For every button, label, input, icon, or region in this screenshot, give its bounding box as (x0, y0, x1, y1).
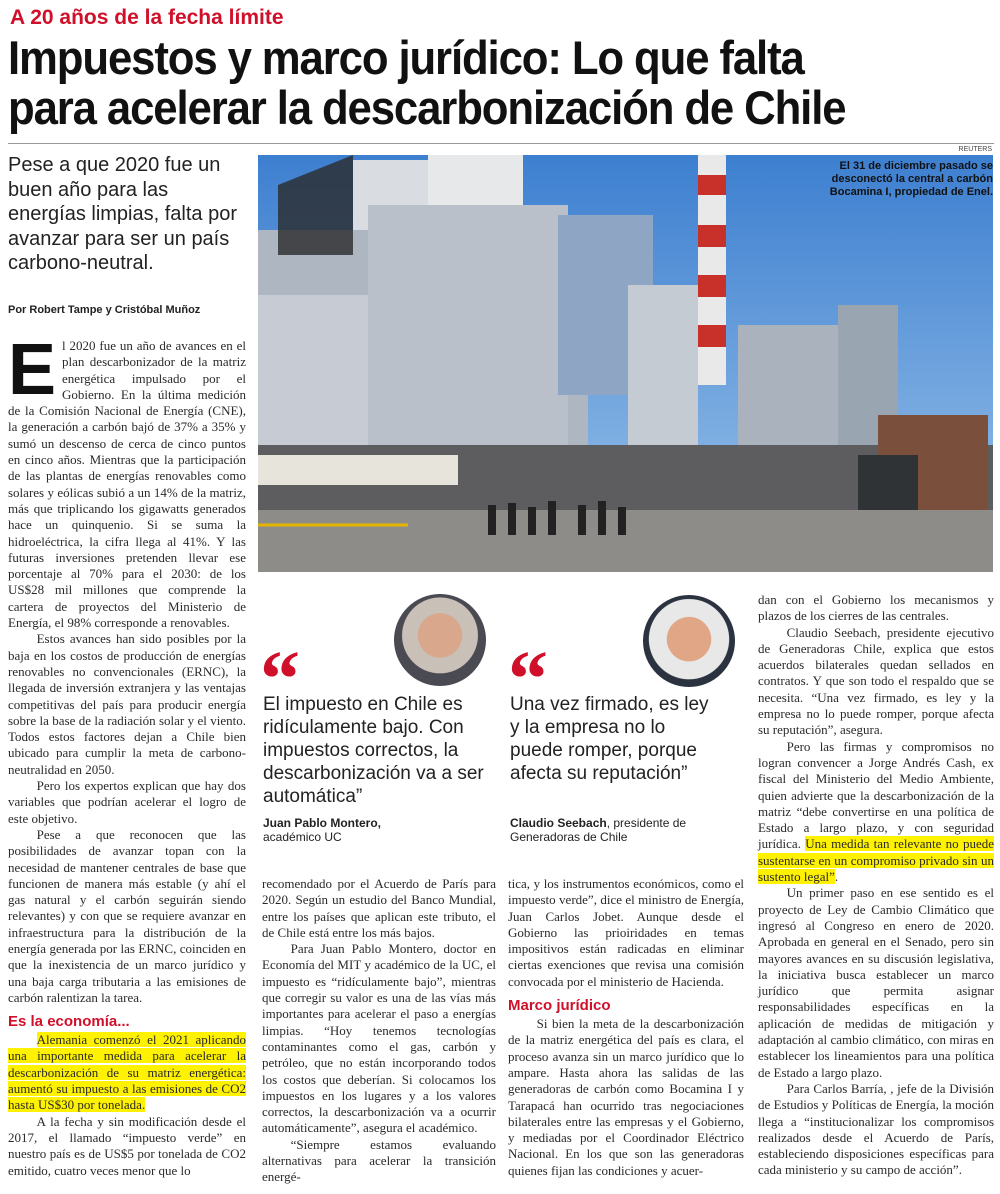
highlighted-text: Alemania comenzó el 2021 aplicando una importante medida para acelerar la descarbonización de su matriz energética: aumentó su impuesto a las emisiones de CO2 hasta US$30 por tonelada. (8, 1032, 246, 1113)
paragraph: Pero los expertos explican que hay dos variables que podrían acelerar el logro de este objetivo. (8, 778, 246, 826)
portrait-juan-pablo-montero (394, 594, 486, 686)
pull-quote-text: El impuesto en Chile es ridículamente bajo. Con impuestos correctos, la descarbonización va a ser automática” (263, 694, 484, 807)
quote-mark-icon: “ (260, 636, 292, 724)
paragraph: dan con el Gobierno los mecanismos y plazos de los cierres de las centrales. (758, 592, 994, 624)
paragraph: Pese a que reconocen que las posibilidades de avanzar topan con la necesidad de mantener centrales de base que funcionen de manera más estable (y ahí el gas natural y el carbón seguirán siendo relevantes) y con que se requiere avanzar en infraestructura para la distribución de la energía generada por las ERNC, coinciden en que la inexistencia de un marco jurídico y una baja carga tributaria a las emisiones de carbón ralentizan la tarea. (8, 826, 246, 1005)
quote-author: Claudio Seebach (510, 816, 607, 830)
paragraph: Un primer paso en ese sentido es el proyecto de Ley de Cambio Climático que ingresó al Congreso en enero de 2020. Aprobada en general en el Senado, pero sin mayores avances en su discusión legislativa, la iniciativa busca establecer un marco jurídico que permita asignar responsabilidades específicas en la aplicación de medidas de mitigación y adaptación al cambio climático, con miras en establecer los lineamientos para una política de Estado a largo plazo. (758, 885, 994, 1080)
paragraph: Para Carlos Barría, , jefe de la División de Estudios y Políticas de Energía, la moción llega a “institucionalizar los compromisos realizados desde el Acuerdo de París, estableciendo disposiciones específicas para cada ministerio y su campo de acción”. (758, 1080, 994, 1178)
subheading: Marco jurídico (508, 997, 611, 1015)
headline (8, 33, 929, 133)
power-plant-image (258, 155, 993, 572)
quote-mark-icon: “ (508, 636, 540, 724)
paragraph: tica, y los instrumentos económicos, como el impuesto verde”, dice el ministro de Energía, Juan Carlos Jobet. Aunque desde el Gobierno las prioiridades en temas impositivos están radicadas en eliminar ciertas exenciones que revisa una comisión convocada por el ministerio de Hacienda. (508, 876, 744, 989)
body-column-2 (262, 876, 496, 1186)
headline-line-2: para acelerar la descarbonización de Chile (8, 81, 846, 134)
paragraph: “Siempre estamos evaluando alternativas para acelerar la transición energé- (262, 1136, 496, 1185)
quote-author-role: académico UC (263, 830, 342, 844)
paragraph: A la fecha y sin modificación desde el 2017, el llamado “impuesto verde” en nuestro país es de US$5 por tonelada de CO2 emitido, cuatro veces menor que lo (8, 1113, 246, 1178)
body-column-1 (8, 330, 246, 1179)
photo-credit: REUTERS (958, 146, 992, 153)
photo-caption: El 31 de diciembre pasado se desconectó la central a carbón Bocamina I, propiedad de Enel. (829, 160, 993, 198)
subheading: Es la economía... (8, 1013, 130, 1031)
body-column-3 (508, 876, 744, 1179)
drop-cap: E (8, 330, 57, 410)
quote-author: Juan Pablo Montero, (263, 816, 382, 830)
paragraph (758, 739, 994, 886)
portrait-claudio-seebach (643, 595, 735, 687)
headline-line-1: Impuestos y marco jurídico: Lo que falta (8, 31, 804, 84)
body-column-4 (758, 592, 994, 1179)
pull-quote-attribution (263, 816, 493, 844)
paragraph-text: Pero las firmas y compromisos no logran convencer a Jorge Andrés Cash, ex fiscal del Ministerio del Medio Ambiente, quien advierte que la descarbonización de la matriz “debe convertirse en una política de Estado a largo plazo, y con seguridad jurídica. (758, 738, 994, 852)
power-plant-photo (258, 155, 993, 572)
paragraph: recomendado por el Acuerdo de París para 2020. Según un estudio del Banco Mundial, entre los países que aplican este tributo, el de Chile está entre los más bajos. (262, 876, 496, 940)
paragraph (8, 1032, 246, 1113)
paragraph: Para Juan Pablo Montero, doctor en Economía del MIT y académico de la UC, el impuesto es “ridículamente bajo”, mientras que corregir su valor es una de las vías más importantes para acelerar el paso a energías limpias. “Hoy tenemos tecnologías contaminantes como el gas, carbón y petróleo, que no están incorporando todos los costos que deberían. Si colocamos los impuestos en los lugares y a los valores correctos, la descarbonización va a ocurrir automáticamente”, asegura el académico. (262, 941, 496, 1136)
kicker: A 20 años de la fecha límite (10, 6, 284, 29)
pull-quote-text: Una vez firmado, es ley y la empresa no lo puede romper, porque afecta su reputación” (510, 694, 709, 784)
paragraph-text: l 2020 fue un año de avances en el plan descarbonizador de la matriz energética impulsado por el Gobierno. En la última medición de la Comisión Nacional de Energía (CNE), la generación a carbón bajó de 37% a 35% y sumó un descenso de cerca de cinco puntos en cinco años. Mientras que la participación de las plantas de energías renovables como solares y eólicas subió a un 14% de la matriz, más que triplicando los gigawatts generados hace un quinquenio. Si se suma la hidroeléctrica, la cifra llega al 41%. Y las futuras inversiones pretenden llevar ese porcentaje al 70% para el 2030: de los US$28 mil millones que comprende la cartera de proyectos del Ministerio de Energía, el 98% corresponde a renovables. (8, 338, 246, 631)
paragraph-text: . (834, 869, 839, 885)
paragraph: Claudio Seebach, presidente ejecutivo de Generadoras Chile, explica que estos acuerdos bilaterales quedan sellados en contratos. Y que son todo el respaldo que se necesita. “Una vez firmado, es ley y la empresa no lo puede romper, porque afecta su reputación”, asegura. (758, 624, 994, 738)
paragraph: Estos avances han sido posibles por la baja en los costos de producción de energías renovables no convencionales (ERNC), la llegada de inversión extranjera y las ventajas competitivas del país para producir energía sobre la base de la radiación solar y el viento. Todos estos factores dejan a Chile bien ubicado para cumplir la meta de carbono-neutralidad en 2050. (8, 631, 246, 777)
paragraph: Si bien la meta de la descarbonización de la matriz energética del país es clara, el proceso avanza sin un marco jurídico que lo ampare. Hasta ahora las salidas de las generadoras de carbón como Bocamina I y Tarapacá han ocurrido tras negociaciones bilaterales entre las empresas y el Gobierno, y mediadas por el Coordinador Eléctrico Nacional. En los que son las generadoras quienes fijan las condiciones y acuer- (508, 1016, 744, 1178)
paragraph (8, 330, 246, 631)
quote-author-role: , presidente de Generadoras de Chile (510, 816, 687, 844)
divider (8, 143, 994, 144)
highlighted-text: Una medida tan relevante no puede sustentarse en un compromiso privado sin un sustento legal” (758, 836, 994, 885)
pull-quote-attribution (510, 816, 745, 844)
byline: Por Robert Tampe y Cristóbal Muñoz (8, 304, 201, 316)
deck: Pese a que 2020 fue un buen año para las energías limpias, falta por avanzar para ser un país carbono-neutral. (8, 154, 238, 274)
